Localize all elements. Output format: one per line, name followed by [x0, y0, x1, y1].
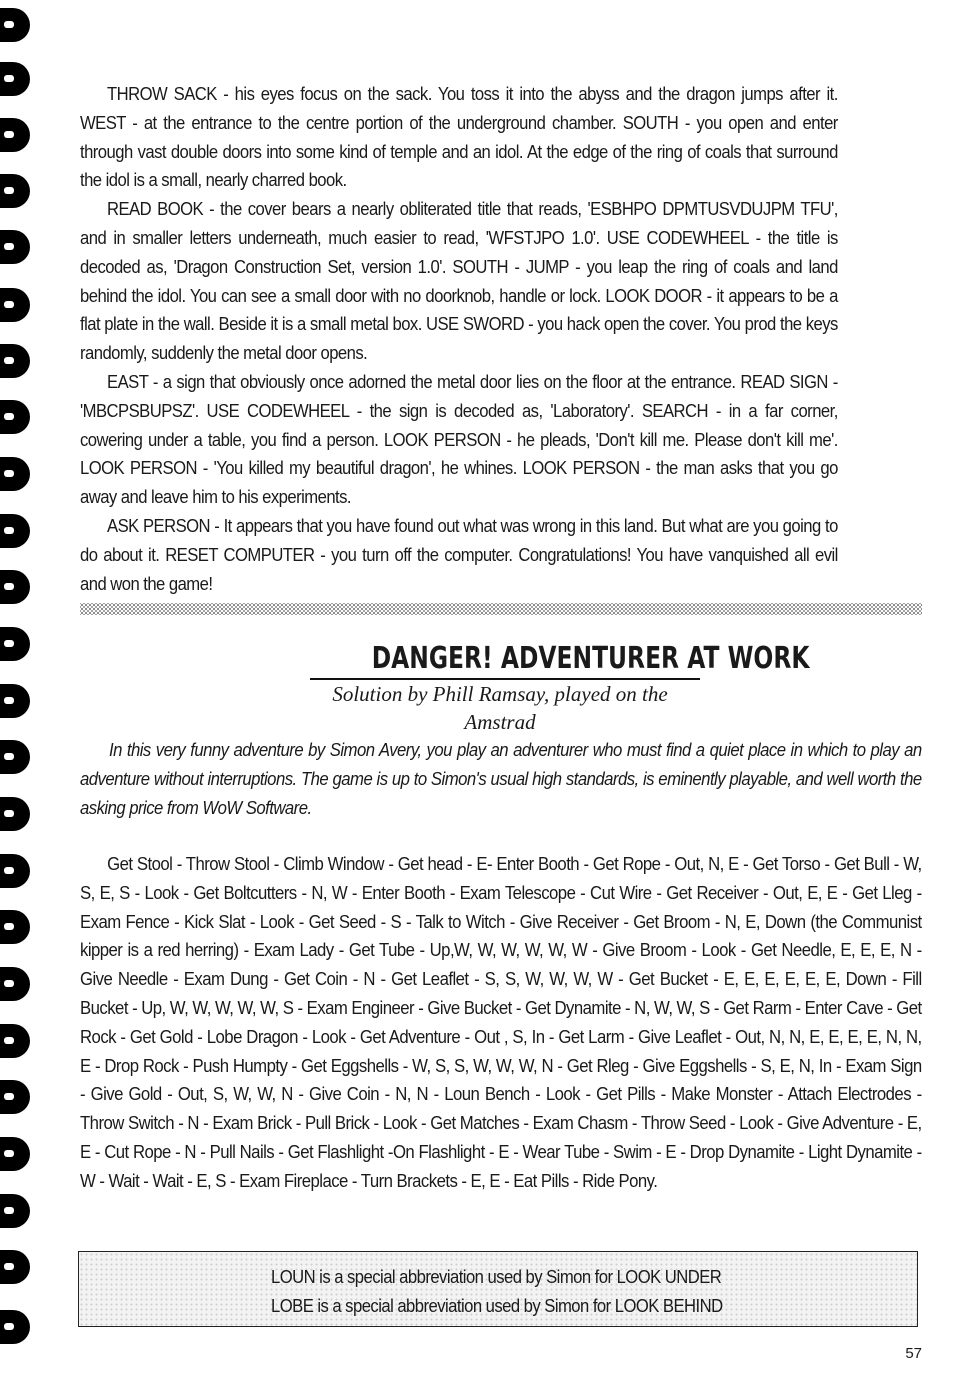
walkthrough-paragraph: ASK PERSON - It appears that you have found out what was wrong in this land. But what are you going to do about it. RESET COMPUTER - you turn off the computer. Congratulations! You have vanquished all evil and won the game! — [80, 514, 838, 594]
spiral-binding — [0, 0, 36, 1375]
binding-ring — [0, 8, 30, 42]
solution-paragraph: Get Stool - Throw Stool - Climb Window - Get head - E- Enter Booth - Get Rope - Out, N, E - Get Torso - Get Bull - W, S, E, S - Look - Get Boltcutters - N, W - Enter Booth - Exam Telescope - Cut Wire - Get Receiver - Out, E, E - Get Lleg - Exam Fence - Kick Slat - Look - Get Seed - S - Talk to Witch - Give Receiver - Get Broom - N, E, Down (the Communist kipper is a red herring) - Exam Lady - Get Tube - Up,W, W, W, W, W, W - Give Broom - Look - Get Needle, E, E, E, N - Give Needle - Exam Dung - Get Coin - N - Get Leaflet - S, S, W, W, W, W - Get Bucket - E, E, E, E, E, E, Down - Fill Bucket - Up, W, W, W, W, W, S - Exam Engineer - Give Bucket - Get Dynamite - N, W, W, S - Get Rarm - Enter Cave - Get Rock - Get Gold - Lobe Dragon - Look - Get Adventure - Out , S, In - Get Larm - Give Leaflet - Out, N, N, E, E, E, E, N, N, E - Drop Rock - Push Humpty - Get Eggshells - W, S, S, W, W, W, N - Get Rleg - Give Eggshells - S, E, N, In - Exam Sign - Give Gold - Out, S, W, W, N - Give Coin - N, N - Loun Bench - Look - Get Pills - Make Monster - Attach Electrodes - Throw Switch - N - Exam Brick - Pull Brick - Look - Get Matches - Exam Chasm - Throw Seed - Look - Give Adventure - E, E - Cut Rope - N - Pull Nails - Get Flashlight -On Flashlight - E - Wear Tube - Swim - E - Drop Dynamite - Light Dynamite - W - Wait - Wait - E, S - Exam Fireplace - Turn Brackets - E, E - Eat Pills - Ride Pony. — [80, 853, 922, 1191]
section-divider — [80, 603, 922, 615]
binding-ring — [0, 1250, 30, 1284]
binding-ring — [0, 344, 30, 378]
binding-ring — [0, 400, 30, 434]
previous-walkthrough-ending — [80, 80, 838, 598]
binding-ring — [0, 1080, 30, 1114]
binding-ring — [0, 854, 30, 888]
binding-ring — [0, 1024, 30, 1058]
binding-ring — [0, 740, 30, 774]
binding-ring — [0, 967, 30, 1001]
article-title: DANGER! ADVENTURER AT WORK — [371, 641, 810, 676]
binding-ring — [0, 1137, 30, 1171]
binding-ring — [0, 627, 30, 661]
binding-ring — [0, 910, 30, 944]
abbreviation-note-box — [78, 1251, 918, 1327]
binding-ring — [0, 174, 30, 208]
binding-ring — [0, 684, 30, 718]
binding-ring — [0, 230, 30, 264]
binding-ring — [0, 797, 30, 831]
page-number: 57 — [905, 1345, 922, 1362]
binding-ring — [0, 62, 30, 96]
binding-ring — [0, 1194, 30, 1228]
binding-ring — [0, 570, 30, 604]
binding-ring — [0, 288, 30, 322]
note-line: LOUN is a special abbreviation used by Simon for LOOK UNDER — [271, 1266, 722, 1287]
intro-paragraph: In this very funny adventure by Simon Avery, you play an adventurer who must find a quiet place in which to play an adventure without interruptions. The game is up to Simon's usual high standards, is eminently playable, and well worth the asking price from WoW Software. — [80, 739, 922, 818]
note-line: LOBE is a special abbreviation used by Simon for LOOK BEHIND — [271, 1295, 723, 1316]
binding-ring — [0, 118, 30, 152]
walkthrough-paragraph: EAST - a sign that obviously once adorned the metal door lies on the floor at the entrance. READ SIGN - 'MBCPSBUPSZ'. USE CODEWHEEL - the sign is decoded as, 'Laboratory'. SEARCH - in a far corner, cowering under a table, you find a person. LOOK PERSON - he pleads, 'Don't kill me. Please don't kill me'. LOOK PERSON - 'You killed my beautiful dragon', he whines. LOOK PERSON - the man asks that you go away and leave him to his experiments. — [80, 370, 838, 508]
article-intro — [80, 736, 922, 822]
article-byline: Solution by Phill Ramsay, played on the Amstrad — [332, 682, 668, 734]
binding-ring — [0, 1310, 30, 1344]
binding-ring — [0, 514, 30, 548]
solution-text — [80, 850, 922, 1196]
article-title-block — [310, 640, 810, 678]
walkthrough-paragraph: THROW SACK - his eyes focus on the sack. You toss it into the abyss and the dragon jumps after it. WEST - at the entrance to the centre portion of the underground chamber. SOUTH - you open and enter through vast double doors into some kind of temple and an idol. At the edge of the ring of coals that surround the idol is a small, nearly charred book. — [80, 83, 838, 191]
binding-ring — [0, 457, 30, 491]
walkthrough-paragraph: READ BOOK - the cover bears a nearly obliterated title that reads, 'ESBHPO DPMTUSVDUJPM TFU', and in smaller letters underneath, much easier to read, 'WFSTJPO 1.0'. USE CODEWHEEL - the title is decoded as, 'Dragon Construction Set, version 1.0'. SOUTH - JUMP - you leap the ring of coals and land behind the idol. You can see a small door with no doorknob, handle or lock. LOOK DOOR - it appears to be a flat plate in the wall. Beside it is a small metal box. USE SWORD - you hack open the cover. You prod the keys randomly, suddenly the metal door opens. — [80, 198, 838, 364]
